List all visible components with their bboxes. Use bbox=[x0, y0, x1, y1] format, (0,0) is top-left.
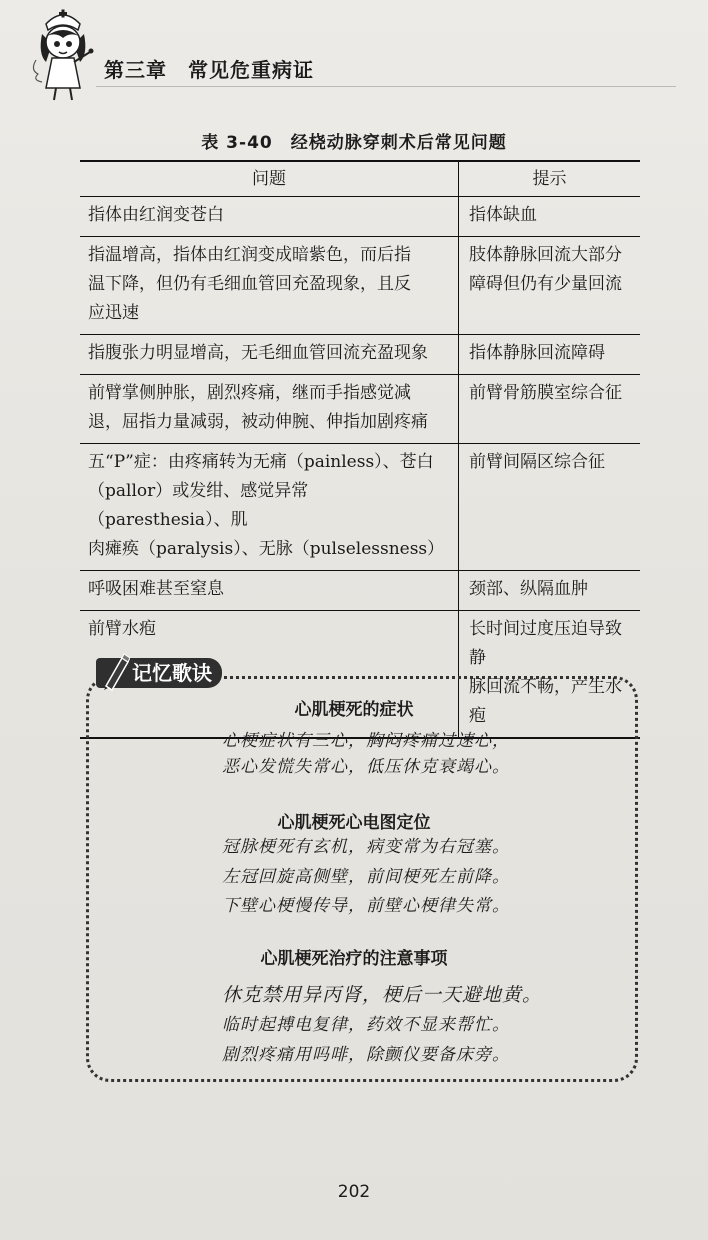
section-title-ecg: 心肌梗死心电图定位 bbox=[277, 813, 431, 833]
verse-line: 下壁心梗慢传导，前壁心梗律失常。 bbox=[222, 896, 510, 916]
hint-line: 肢体静脉回流大部分 bbox=[469, 245, 622, 265]
problem-line: 五“P”症：由疼痛转为无痛（painless）、苍白 bbox=[88, 452, 434, 472]
memory-tag bbox=[96, 658, 222, 688]
problem-cell bbox=[80, 571, 459, 611]
hint-cell bbox=[459, 237, 641, 335]
problem-cell bbox=[80, 335, 459, 375]
problems-table bbox=[80, 160, 640, 739]
problem-line: 退，屈指力量减弱，被动伸腕、伸指加剧疼痛 bbox=[88, 412, 428, 432]
section-title-treatment: 心肌梗死治疗的注意事项 bbox=[260, 949, 448, 969]
table-header-row bbox=[80, 161, 640, 197]
hint-line: 长时间过度压迫导致静 bbox=[469, 619, 622, 668]
problem-line: 指温增高，指体由红润变成暗紫色，而后指 bbox=[88, 245, 411, 265]
chapter-title: 第三章 常见危重病证 bbox=[104, 58, 314, 82]
problem-line: 肉瘫痪（paralysis）、无脉（pulselessness） bbox=[88, 539, 445, 559]
pencil-icon bbox=[100, 652, 130, 692]
table-row bbox=[80, 335, 640, 375]
hint-cell bbox=[459, 375, 641, 444]
hint-line: 前臂骨筋膜室综合征 bbox=[469, 383, 622, 403]
header-rule bbox=[96, 86, 676, 87]
verse-line: 冠脉梗死有玄机，病变常为右冠塞。 bbox=[222, 837, 510, 857]
hint-cell bbox=[459, 444, 641, 571]
memory-tag-label: 记忆歌诀 bbox=[132, 661, 212, 685]
problem-cell bbox=[80, 444, 459, 571]
column-header-hint: 提示 bbox=[459, 161, 641, 197]
verse-line: 剧烈疼痛用吗啡，除颤仪要备床旁。 bbox=[222, 1045, 510, 1065]
hint-line: 颈部、纵隔血肿 bbox=[469, 579, 588, 599]
table-row bbox=[80, 197, 640, 237]
problem-cell bbox=[80, 197, 459, 237]
hint-cell bbox=[459, 335, 641, 375]
nurse-mascot-icon bbox=[30, 4, 96, 102]
column-header-problem: 问题 bbox=[80, 161, 459, 197]
verse-line: 临时起搏电复律，药效不显来帮忙。 bbox=[222, 1015, 510, 1035]
hint-line: 指体缺血 bbox=[469, 205, 537, 225]
problem-line: （pallor）或发绀、感觉异常（paresthesia）、肌 bbox=[88, 481, 309, 530]
problem-line: 指体由红润变苍白 bbox=[88, 205, 224, 225]
problem-cell bbox=[80, 237, 459, 335]
hint-cell bbox=[459, 571, 641, 611]
problem-line: 前臂掌侧肿胀，剧烈疼痛，继而手指感觉减 bbox=[88, 383, 411, 403]
problem-line: 指腹张力明显增高，无毛细血管回流充盈现象 bbox=[88, 343, 428, 363]
hint-line: 指体静脉回流障碍 bbox=[469, 343, 605, 363]
problem-line: 应迅速 bbox=[88, 303, 139, 323]
problem-line: 呼吸困难甚至窒息 bbox=[88, 579, 224, 599]
verse-line: 恶心发慌失常心，低压休克衰竭心。 bbox=[222, 757, 510, 777]
section-title-symptoms: 心肌梗死的症状 bbox=[294, 700, 414, 720]
verse-line: 休克禁用异丙肾，梗后一天避地黄。 bbox=[222, 984, 543, 1006]
verse-line: 心梗症状有三心，胸闷疼痛过速心， bbox=[222, 731, 510, 751]
page-number: 202 bbox=[337, 1182, 371, 1202]
hint-line: 前臂间隔区综合征 bbox=[469, 452, 605, 472]
table-row bbox=[80, 375, 640, 444]
problem-line: 前臂水疱 bbox=[88, 619, 156, 639]
verse-line: 左冠回旋高侧壁，前间梗死左前降。 bbox=[222, 867, 510, 887]
table-row bbox=[80, 444, 640, 571]
hint-line: 障碍但仍有少量回流 bbox=[469, 274, 622, 294]
table-caption: 表 3-40 经桡动脉穿刺术后常见问题 bbox=[201, 133, 507, 153]
table-row bbox=[80, 571, 640, 611]
hint-cell bbox=[459, 197, 641, 237]
problem-line: 温下降，但仍有毛细血管回充盈现象，且反 bbox=[88, 274, 411, 294]
hint-line: 脉回流不畅，产生水疱 bbox=[469, 677, 622, 726]
table-row bbox=[80, 237, 640, 335]
problem-cell bbox=[80, 375, 459, 444]
